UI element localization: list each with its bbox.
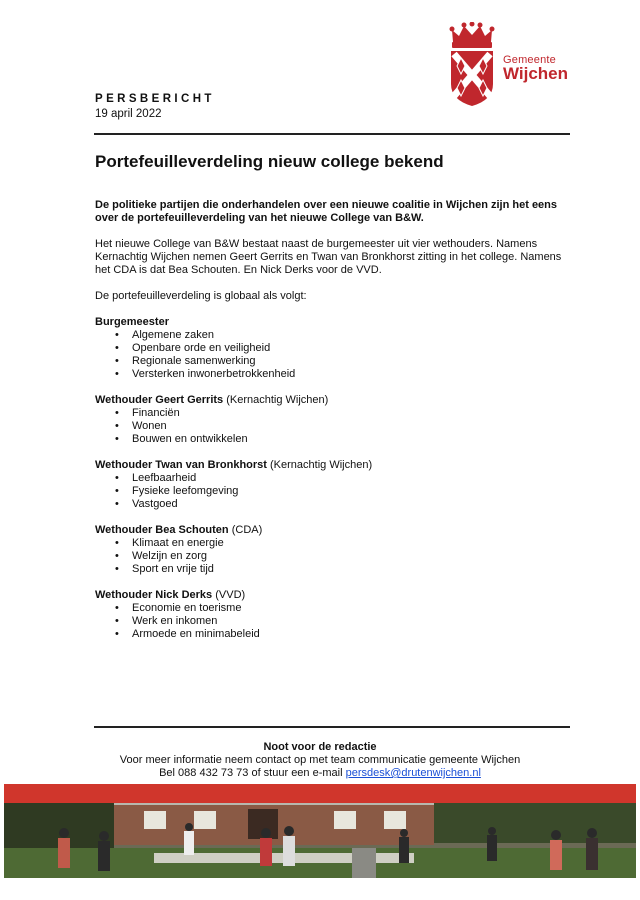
section-heading: Wethouder Twan van Bronkhorst bbox=[95, 459, 267, 471]
document-body bbox=[95, 199, 575, 654]
note-contact-line: Voor meer informatie neem contact op met team communicatie gemeente Wijchen bbox=[119, 754, 521, 766]
list-item: • Bouwen en ontwikkelen bbox=[95, 433, 575, 446]
list-item: • Werk en inkomen bbox=[95, 615, 575, 628]
list-item: • Regionale samenwerking bbox=[95, 355, 575, 368]
list-item: • Klimaat en energie bbox=[95, 537, 575, 550]
list-item: • Leefbaarheid bbox=[95, 472, 575, 485]
logo-text-gemeente: Gemeente bbox=[503, 54, 556, 66]
portfolio-section bbox=[95, 316, 575, 381]
press-release-label: PERSBERICHT bbox=[95, 93, 215, 105]
page-title: Portefeuilleverdeling nieuw college bekend bbox=[95, 152, 444, 171]
portfolio-list bbox=[95, 329, 575, 381]
portfolio-section bbox=[95, 524, 575, 576]
portfolio-list bbox=[95, 537, 575, 576]
footer-photo bbox=[4, 803, 636, 878]
section-party: (CDA) bbox=[231, 524, 263, 536]
logo-text-wijchen: Wijchen bbox=[503, 64, 569, 83]
note-phone-line bbox=[0, 767, 640, 780]
bottom-divider bbox=[94, 726, 570, 728]
intro-paragraph: Het nieuwe College van B&W bestaat naast de burgemeester uit vier wethouders. Namens Kernachtig Wijchen nemen Geert Gerrits en Twan van Bronkhorst zitting in het college. Namens het CDA is dat Bea Schouten. En Nick Derks voor de VVD. bbox=[95, 238, 562, 276]
list-item: • Financiën bbox=[95, 407, 575, 420]
section-party: (VVD) bbox=[215, 589, 246, 601]
section-heading: Burgemeester bbox=[95, 316, 169, 328]
press-release-date: 19 april 2022 bbox=[95, 108, 162, 120]
list-item: • Algemene zaken bbox=[95, 329, 575, 342]
lead-paragraph: De politieke partijen die onderhandelen over een nieuwe coalitie in Wijchen zijn het eens over de portefeuilleverdeling van het nieuwe College van B&W. bbox=[95, 199, 558, 224]
list-item: • Openbare orde en veiligheid bbox=[95, 342, 575, 355]
editorial-note bbox=[0, 741, 640, 780]
note-title: Noot voor de redactie bbox=[263, 741, 377, 753]
list-item: • Vastgoed bbox=[95, 498, 575, 511]
portfolio-list bbox=[95, 407, 575, 446]
list-item: • Wonen bbox=[95, 420, 575, 433]
portfolio-list bbox=[95, 472, 575, 511]
list-item: • Economie en toerisme bbox=[95, 602, 575, 615]
footer-color-band bbox=[4, 784, 636, 803]
portfolio-section bbox=[95, 459, 575, 511]
section-heading: Wethouder Nick Derks bbox=[95, 589, 213, 601]
list-item: • Welzijn en zorg bbox=[95, 550, 575, 563]
shield-icon bbox=[451, 51, 493, 106]
crown-icon bbox=[450, 22, 495, 48]
section-heading: Wethouder Geert Gerrits bbox=[95, 394, 224, 406]
email-link[interactable]: persdesk@drutenwijchen.nl bbox=[345, 767, 481, 779]
overview-paragraph: De portefeuilleverdeling is globaal als volgt: bbox=[95, 290, 307, 302]
portfolio-section bbox=[95, 589, 575, 641]
portfolio-list bbox=[95, 602, 575, 641]
list-item: • Versterken inwonerbetrokkenheid bbox=[95, 368, 575, 381]
portfolio-section bbox=[95, 394, 575, 446]
section-party: (Kernachtig Wijchen) bbox=[226, 394, 329, 406]
section-party: (Kernachtig Wijchen) bbox=[270, 459, 373, 471]
list-item: • Sport en vrije tijd bbox=[95, 563, 575, 576]
list-item: • Armoede en minimabeleid bbox=[95, 628, 575, 641]
section-heading: Wethouder Bea Schouten bbox=[95, 524, 229, 536]
list-item: • Fysieke leefomgeving bbox=[95, 485, 575, 498]
top-divider bbox=[94, 133, 570, 135]
note-phone-text: Bel 088 432 73 73 of stuur een e-mail bbox=[159, 767, 346, 779]
